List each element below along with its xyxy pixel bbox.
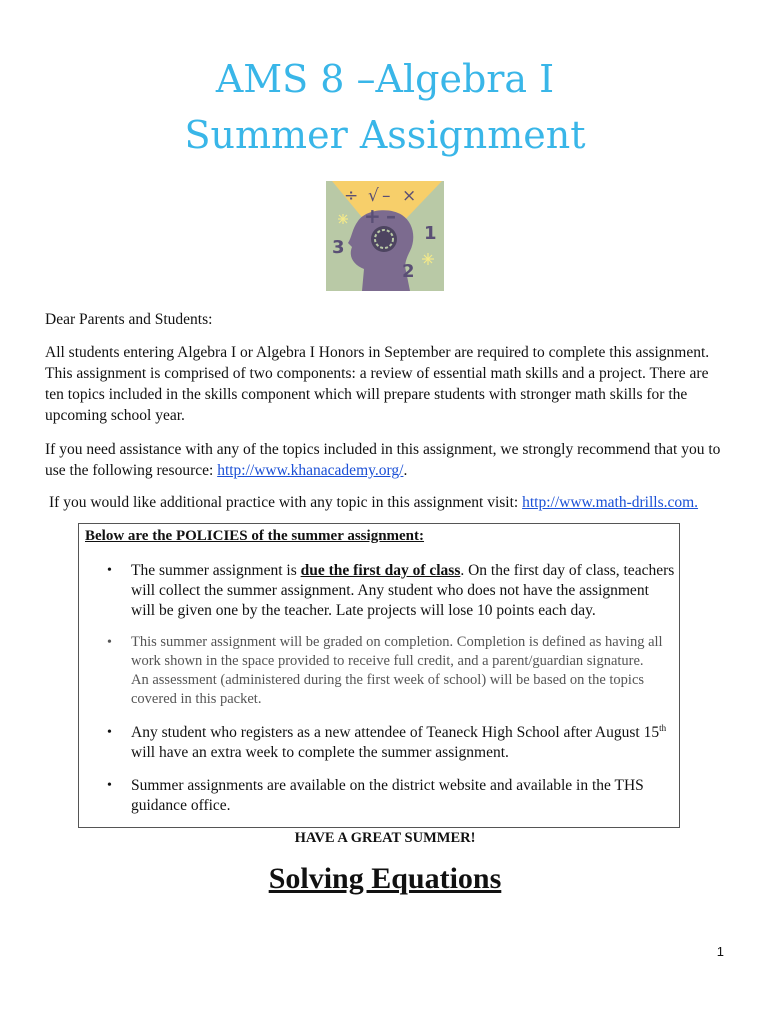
policies-box	[78, 523, 680, 828]
policy-text: . On the first day of class, teachers will collect the summer assignment. Any student who does not have the assignment will be given one by the teacher. Late projects will lose 10 points each day.	[131, 562, 675, 619]
bullet-icon: •	[107, 563, 112, 578]
sqrt-symbol: √	[368, 186, 379, 206]
math-head-illustration	[326, 181, 444, 291]
policy-item-grading	[107, 633, 676, 709]
burst-decoration-left	[338, 214, 348, 224]
title-line-2: Summer Assignment	[184, 113, 586, 157]
resource-period: .	[403, 462, 408, 479]
times-symbol: ×	[402, 186, 417, 206]
digit-two: 2	[402, 261, 415, 282]
policy-text: The summer assignment is	[131, 562, 301, 579]
resource-paragraph	[45, 439, 730, 481]
resource-text: If you need assistance with any of the topics included in this assignment, we strongly recommend that you to use the following resource:	[45, 441, 721, 479]
greeting: Dear Parents and Students:	[45, 311, 213, 328]
minus-symbol: –	[382, 186, 391, 206]
policy-text: will have an extra week to complete the summer assignment.	[131, 744, 509, 761]
practice-paragraph	[49, 492, 734, 513]
policy-text: This summer assignment will be graded on completion. Completion is defined as having all work shown in the space provided to receive full credit, and a parent/guardian signature.	[131, 634, 663, 669]
title-line-1: AMS 8 –Algebra I	[215, 57, 555, 101]
intro-paragraph: All students entering Algebra I or Algebra I Honors in September are required to complete this assignment. This assignment is comprised of two components: a review of essential math skills and a project. There are ten topics included in the skills component which will prepare students with stronger math skills for the upcoming school year.	[45, 344, 710, 424]
due-date-emphasis: due the first day of class	[300, 562, 461, 579]
policies-heading: Below are the POLICIES of the summer assignment:	[85, 528, 425, 544]
digit-one: 1	[424, 223, 437, 244]
bullet-icon: •	[107, 778, 112, 793]
page-number: 1	[716, 944, 724, 959]
minus-symbol-2: –	[386, 204, 396, 228]
digit-three: 3	[332, 237, 345, 258]
practice-text: If you would like additional practice with any topic in this assignment visit:	[49, 494, 523, 511]
policy-item-new-students	[107, 722, 676, 763]
policy-text: Summer assignments are available on the district website and available in the THS guidance office.	[131, 777, 644, 814]
khan-academy-link[interactable]: http://www.khanacademy.org/	[217, 462, 404, 479]
policy-item-due-date	[107, 561, 676, 621]
section-title: Solving Equations	[268, 862, 502, 895]
policy-text: An assessment (administered during the first week of school) will be based on the topics covered in this packet.	[131, 672, 645, 707]
math-drills-link[interactable]: http://www.math-drills.com.	[522, 494, 699, 511]
divide-symbol: ÷	[344, 186, 359, 206]
superscript-th: th	[659, 722, 667, 733]
bullet-icon: •	[107, 725, 112, 740]
plus-symbol: +	[364, 204, 381, 228]
policy-item-availability	[107, 776, 676, 816]
closing-message: HAVE A GREAT SUMMER!	[294, 830, 476, 846]
bullet-icon: •	[107, 635, 112, 650]
policy-text: Any student who registers as a new attendee of Teaneck High School after August 15	[131, 724, 660, 741]
